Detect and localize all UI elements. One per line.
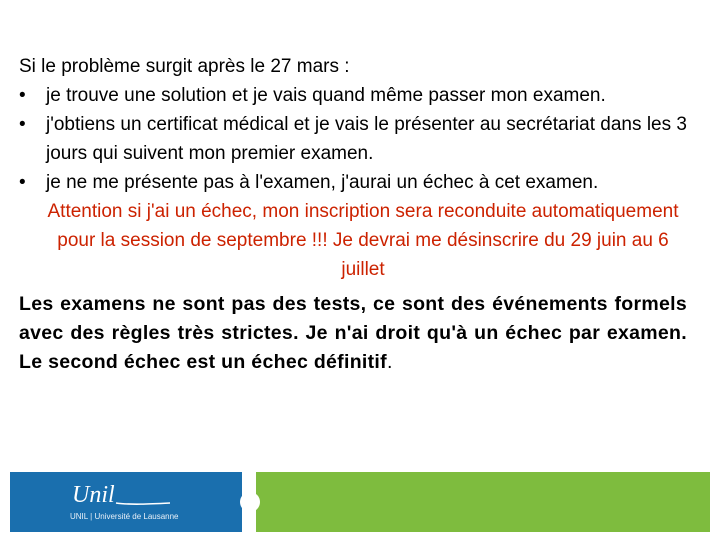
logo-caption: UNIL | Université de Lausanne: [70, 512, 179, 521]
intro-text: Si le problème surgit après le 27 mars :: [19, 56, 350, 77]
bullet-text: j'obtiens un certificat médical et je vais le présenter au secrétariat dans les 3 jours qui suivent mon premier examen.: [46, 114, 687, 164]
notice-text: [19, 290, 687, 377]
footer-banner: [10, 472, 710, 532]
notice-bold: Les examens ne sont pas des tests, ce sont des événements formels avec des règles très strictes. Je n'ai droit qu'à un échec par examen. Le second échec est un échec définitif: [19, 293, 687, 373]
bullet-list: [19, 81, 687, 197]
bullet-icon: •: [19, 85, 26, 106]
bullet-item: [19, 168, 687, 197]
bullet-item: [19, 81, 687, 110]
slide-content: [19, 52, 687, 377]
footer-dot-icon: [240, 492, 260, 512]
bullet-text: je trouve une solution et je vais quand même passer mon examen.: [46, 85, 606, 106]
notice-end: .: [386, 351, 393, 373]
unil-logo: [70, 478, 180, 512]
bullet-icon: •: [19, 114, 26, 135]
bullet-item: [19, 110, 687, 168]
bullet-text: je ne me présente pas à l'examen, j'aurai un échec à cet examen.: [46, 172, 599, 193]
bullet-icon: •: [19, 172, 26, 193]
logo-wordmark: Unil: [72, 482, 115, 508]
warning-text: Attention si j'ai un échec, mon inscription sera reconduite automatiquement pour la session de septembre !!! Je devrai me désinscrire du 29 juin au 6 juillet: [47, 201, 679, 280]
footer-green-band: [256, 472, 710, 532]
